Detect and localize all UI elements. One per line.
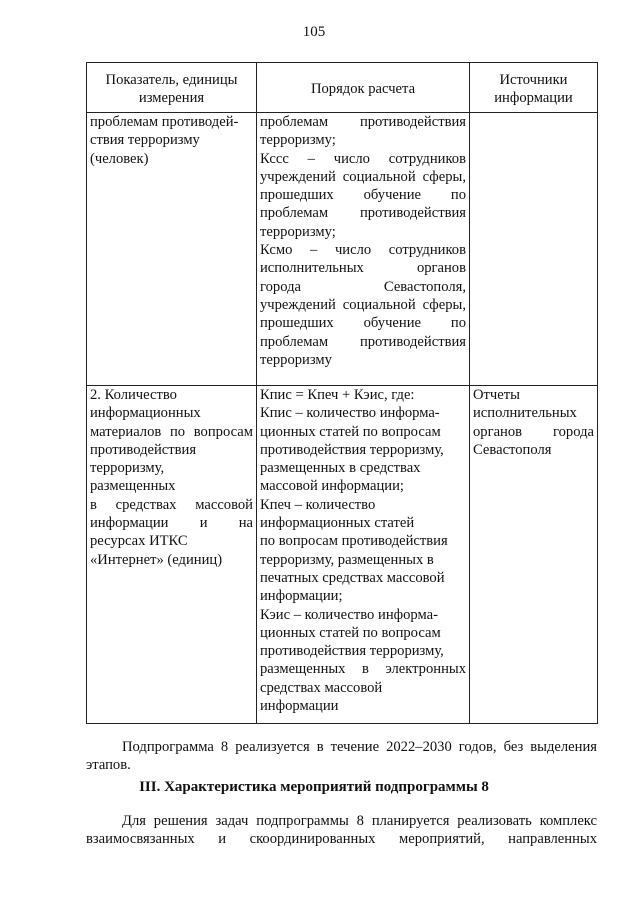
cell-line: Кпеч – количество <box>260 496 376 513</box>
cell-line: противодействия терроризму, <box>260 441 444 458</box>
cell-line: в средствах массовой <box>90 496 253 513</box>
cell-line: учреждений социальной сферы, <box>260 168 466 185</box>
cell-line: ционных статей по вопросам <box>260 624 441 641</box>
cell-line: информационных <box>90 405 201 422</box>
cell-line: проблемам противодей- <box>90 114 239 130</box>
cell-line: прошедших обучение по <box>260 187 466 204</box>
cell-line: массовой информации; <box>260 478 404 495</box>
cell-line: Отчеты <box>473 387 520 403</box>
cell-line: ресурсах ИТКС <box>90 533 188 550</box>
cell-line: размещенных в средствах <box>260 460 421 477</box>
cell-line: терроризму; <box>260 223 336 240</box>
cell-line: информации <box>260 698 339 715</box>
cell-line: города Севастополя, <box>260 278 466 295</box>
cell-line: противодействия терроризму, <box>260 643 444 660</box>
sources-cell <box>470 113 598 386</box>
cell-line: 2. Количество <box>90 387 177 403</box>
header-indicator: Показатель, единицы измерения <box>87 63 257 113</box>
cell-line: Ксмо – число сотрудников <box>260 242 466 259</box>
cell-line: информационных статей <box>260 515 415 532</box>
paragraph-line: этапов. <box>86 757 131 774</box>
cell-line: Кпис = Кпеч + Кэис, где: <box>260 387 415 403</box>
cell-line: органов города <box>473 423 594 440</box>
cell-line: терроризму, размещенных в <box>260 551 434 568</box>
cell-line: (человек) <box>90 150 149 167</box>
table-row <box>87 386 598 724</box>
paragraph-line: Для решения задач подпрограммы 8 планируется реализовать комплекс <box>122 813 597 829</box>
cell-line: печатных средствах массовой <box>260 569 445 586</box>
cell-line: по вопросам противодействия <box>260 533 448 550</box>
indicator-cell <box>87 113 257 386</box>
paragraph-measures <box>86 812 597 849</box>
cell-line: размещенных в электронных <box>260 661 466 678</box>
table-row <box>87 113 598 386</box>
cell-line: терроризму, <box>90 460 165 477</box>
cell-line: противодействия <box>90 441 197 458</box>
paragraph-line: Подпрограмма 8 реализуется в течение 2022–2030 годов, без выделения <box>122 739 597 755</box>
sources-cell <box>470 386 598 724</box>
cell-line: Кссс – число сотрудников <box>260 150 466 167</box>
section-heading: III. Характеристика мероприятий подпрограммы 8 <box>139 779 489 795</box>
paragraph-line: взаимосвязанных и скоординированных мероприятий, направленных <box>86 831 597 848</box>
cell-line: ционных статей по вопросам <box>260 423 441 440</box>
indicators-table <box>86 62 598 724</box>
cell-line: учреждений социальной сферы, <box>260 296 466 313</box>
cell-line: материалов по вопросам <box>90 423 253 440</box>
cell-line: проблемам противодействия <box>260 333 466 350</box>
table-header-row <box>87 63 598 113</box>
cell-line: терроризму; <box>260 132 336 149</box>
cell-line: терроризму <box>260 351 332 368</box>
cell-line: информации и на <box>90 515 253 532</box>
calculation-cell <box>257 113 470 386</box>
cell-line: исполнительных <box>473 405 577 422</box>
indicator-cell <box>87 386 257 724</box>
header-calculation: Порядок расчета <box>257 63 470 113</box>
cell-line: проблемам противодействия <box>260 114 466 130</box>
paragraph-stages <box>86 738 597 775</box>
calculation-cell <box>257 386 470 724</box>
cell-line: Севастополя <box>473 441 552 458</box>
cell-line: средствах массовой <box>260 679 383 696</box>
header-sources: Источники информации <box>470 63 598 113</box>
cell-line: «Интернет» (единиц) <box>90 551 223 568</box>
cell-line: прошедших обучение по <box>260 315 466 332</box>
cell-line: ствия терроризму <box>90 132 200 149</box>
cell-line: Кпис – количество информа- <box>260 405 440 422</box>
cell-line: Кэис – количество информа- <box>260 606 438 623</box>
cell-line: информации; <box>260 588 343 605</box>
cell-line: исполнительных органов <box>260 260 466 277</box>
cell-line: размещенных <box>90 478 176 495</box>
page-number: 105 <box>302 24 326 40</box>
cell-line: проблемам противодействия <box>260 205 466 222</box>
